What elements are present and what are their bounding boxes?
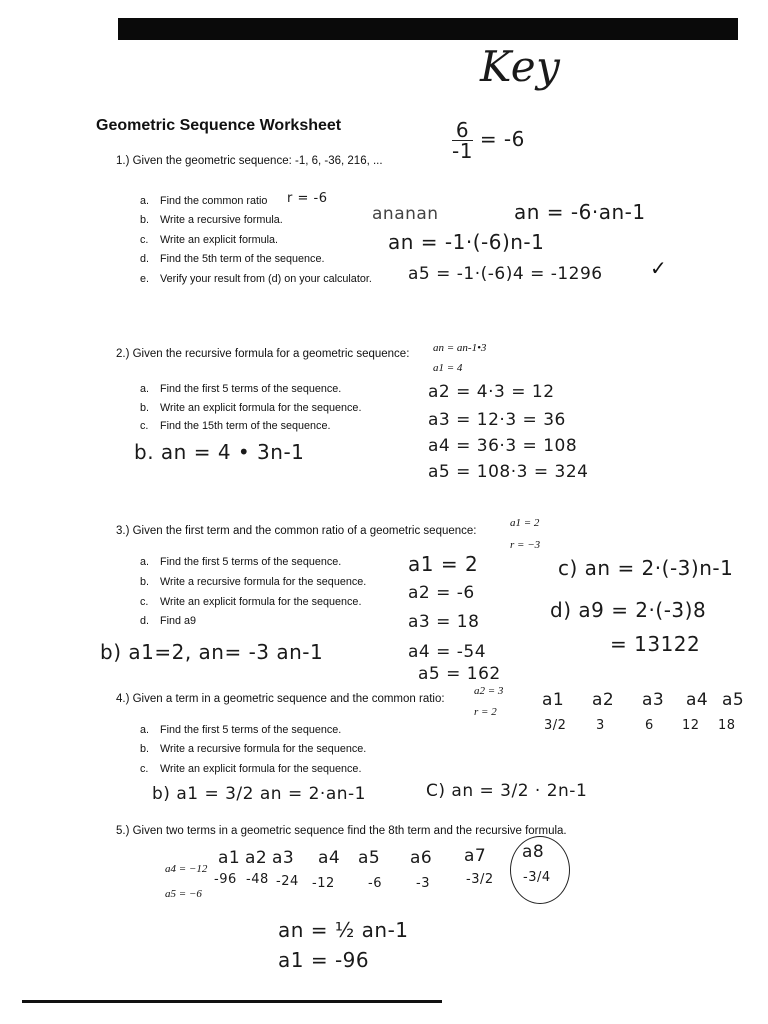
worksheet-title: Geometric Sequence Worksheet: [96, 117, 342, 134]
q5-table-value-8: -3/4: [523, 870, 551, 885]
q5-prompt: 5.) Given two terms in a geometric sequence find the 8th term and the recursive formula.: [116, 825, 567, 837]
item-label: e.: [140, 273, 150, 285]
item-text: Find the common ratio: [160, 195, 268, 207]
item-label: d.: [140, 253, 150, 265]
item-label: c.: [140, 596, 149, 608]
ratio-denominator: -1: [452, 139, 473, 163]
item-text: Write a recursive formula for the sequence.: [160, 743, 367, 755]
item-text: Write an explicit formula for the sequence.: [160, 596, 362, 608]
q3-answer-c: c) an = 2·(-3)n-1: [558, 556, 734, 580]
q5-table-header-3: a3: [272, 848, 295, 868]
item-text: Find a9: [160, 615, 197, 627]
answer-circle: [510, 836, 570, 904]
q3-answer-a4: a4 = -54: [408, 642, 487, 662]
q5-table-header-2: a2: [245, 848, 268, 868]
q5-answer-recursive: an = ½ an-1: [278, 918, 409, 942]
item-text: Find the 15th term of the sequence.: [160, 420, 331, 432]
q1-answer-d: a5 = -1·(-6)4 = -1296: [408, 264, 603, 284]
q1-answer-b: an = -6·an-1: [514, 200, 646, 224]
q4-table-value-3: 6: [645, 718, 654, 733]
q3-given-first: a1 = 2: [510, 517, 540, 529]
item-text: Write an explicit formula for the sequence.: [160, 402, 362, 414]
q3-item-d: [140, 615, 196, 627]
q1-item-c: [140, 234, 278, 246]
item-label: b.: [140, 214, 150, 226]
q1-prompt: 1.) Given the geometric sequence: -1, 6, -36, 216, ...: [116, 155, 383, 167]
q3-answer-b: b) a1=2, an= -3 an-1: [100, 640, 324, 664]
q5-table-value-4: -12: [312, 876, 335, 891]
q5-table-header-7: a7: [464, 846, 487, 866]
q1-scribble: ananan: [372, 204, 439, 224]
q3-item-b: [140, 576, 366, 588]
q2-answer-a4: a4 = 36·3 = 108: [428, 436, 578, 456]
item-text: Verify your result from (d) on your calculator.: [160, 273, 372, 285]
q4-table-header-1: a1: [542, 690, 565, 710]
q1-item-a: [140, 195, 267, 207]
item-text: Find the first 5 terms of the sequence.: [160, 724, 342, 736]
q5-table-value-6: -3: [416, 876, 430, 891]
item-label: a.: [140, 724, 150, 736]
checkmark-icon: ✓: [650, 258, 667, 280]
q2-answer-a2: a2 = 4·3 = 12: [428, 382, 555, 402]
q2-item-b: [140, 402, 361, 414]
q4-given-term: a2 = 3: [474, 685, 504, 697]
q4-table-value-4: 12: [682, 718, 700, 733]
q1-item-b: [140, 214, 283, 226]
q4-table-header-5: a5: [722, 690, 745, 710]
item-text: Write an explicit formula.: [160, 234, 279, 246]
q4-table-header-2: a2: [592, 690, 615, 710]
ratio-numerator: 6: [452, 120, 473, 141]
q4-prompt: 4.) Given a term in a geometric sequence and the common ratio:: [116, 693, 445, 705]
q3-answer-a1: a1 = 2: [408, 552, 479, 576]
item-text: Find the first 5 terms of the sequence.: [160, 383, 342, 395]
q2-answer-a3: a3 = 12·3 = 36: [428, 410, 566, 430]
answer-key-label: Key: [480, 42, 561, 91]
q5-table-header-1: a1: [218, 848, 241, 868]
q5-given-a5: a5 = −6: [165, 888, 202, 900]
q5-table-value-5: -6: [368, 876, 382, 891]
q2-formula-recursive: an = an-1•3: [433, 342, 487, 354]
q5-table-value-1: -96: [214, 872, 237, 887]
q4-item-b: [140, 743, 366, 755]
q4-answer-c: C) an = 3/2 · 2n-1: [426, 781, 588, 801]
item-label: c.: [140, 420, 149, 432]
item-label: c.: [140, 234, 149, 246]
item-text: Write a recursive formula.: [160, 214, 283, 226]
q5-table-value-3: -24: [276, 874, 299, 889]
q3-answer-d-result: = 13122: [610, 632, 701, 656]
q2-answer-b: b. an = 4 • 3n-1: [134, 440, 305, 464]
ratio-result: = -6: [479, 127, 525, 151]
q2-item-c: [140, 420, 330, 432]
q2-prompt: 2.) Given the recursive formula for a geometric sequence:: [116, 348, 410, 360]
q2-formula-first: a1 = 4: [433, 362, 463, 374]
q1-item-d: [140, 253, 324, 265]
scan-edge-bar: [118, 18, 738, 40]
q4-answer-b: b) a1 = 3/2 an = 2·an-1: [152, 784, 366, 804]
q4-item-c: [140, 763, 361, 775]
q3-answer-a2: a2 = -6: [408, 583, 475, 603]
q4-table-value-5: 18: [718, 718, 736, 733]
q4-item-a: [140, 724, 341, 736]
q5-table-header-4: a4: [318, 848, 341, 868]
item-label: a.: [140, 556, 150, 568]
q1-answer-a: r = -6: [287, 191, 328, 206]
q4-table-value-1: 3/2: [544, 718, 567, 733]
scan-edge-line: [22, 1000, 442, 1003]
item-label: b.: [140, 576, 150, 588]
q5-table-value-7: -3/2: [466, 872, 494, 887]
q5-table-header-8: a8: [522, 842, 545, 862]
q4-table-value-2: 3: [596, 718, 605, 733]
item-label: c.: [140, 763, 149, 775]
item-label: d.: [140, 615, 150, 627]
q3-prompt: 3.) Given the first term and the common ratio of a geometric sequence:: [116, 525, 477, 537]
q3-answer-d: d) a9 = 2·(-3)8: [550, 598, 707, 622]
q4-table-header-4: a4: [686, 690, 709, 710]
q5-given-a4: a4 = −12: [165, 863, 208, 875]
q3-answer-a5: a5 = 162: [418, 664, 501, 684]
q3-item-c: [140, 596, 361, 608]
q1-answer-c: an = -1·(-6)n-1: [388, 230, 545, 254]
item-label: b.: [140, 402, 150, 414]
q3-answer-a3: a3 = 18: [408, 612, 480, 632]
item-text: Find the 5th term of the sequence.: [160, 253, 325, 265]
item-text: Write a recursive formula for the sequence.: [160, 576, 367, 588]
q2-answer-a5: a5 = 108·3 = 324: [428, 462, 589, 482]
q5-table-value-2: -48: [246, 872, 269, 887]
ratio-work: [452, 120, 525, 161]
item-text: Write an explicit formula for the sequence.: [160, 763, 362, 775]
q4-given-ratio: r = 2: [474, 706, 497, 718]
q3-item-a: [140, 556, 341, 568]
q3-given-ratio: r = −3: [510, 539, 541, 551]
q2-item-a: [140, 383, 341, 395]
item-label: a.: [140, 195, 150, 207]
q5-table-header-5: a5: [358, 848, 381, 868]
q4-table-header-3: a3: [642, 690, 665, 710]
q5-answer-first-term: a1 = -96: [278, 948, 370, 972]
item-text: Find the first 5 terms of the sequence.: [160, 556, 342, 568]
q1-item-e: [140, 273, 372, 285]
q5-table-header-6: a6: [410, 848, 433, 868]
item-label: a.: [140, 383, 150, 395]
item-label: b.: [140, 743, 150, 755]
